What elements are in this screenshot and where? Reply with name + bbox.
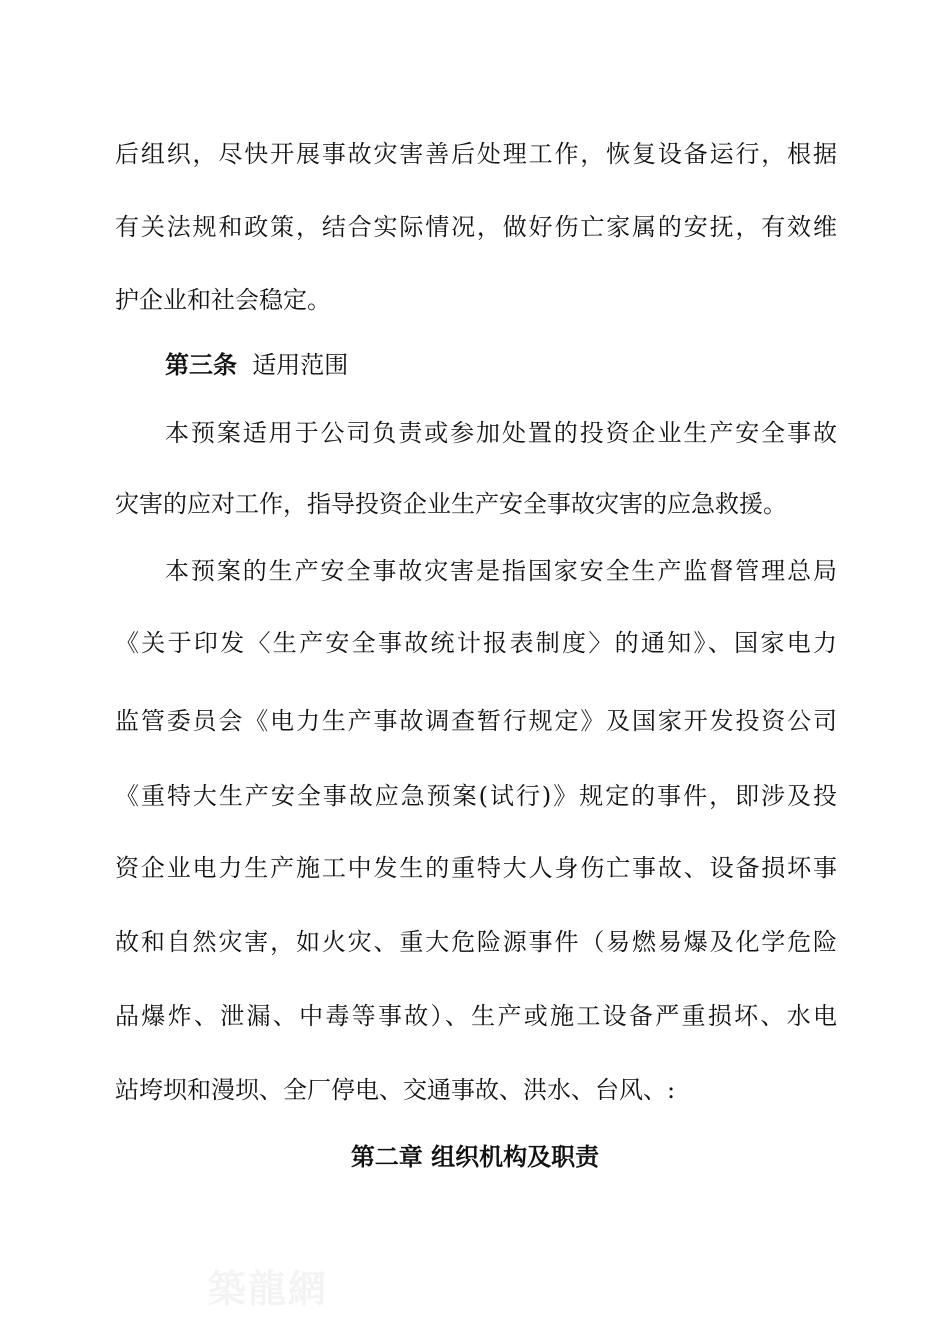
text-line: 监管委员会《电力生产事故调查暂行规定》及国家开发投资公司: [115, 707, 837, 735]
chapter-heading: 第二章 组织机构及职责: [350, 1143, 600, 1171]
text-line: 本预案适用于公司负责或参加处置的投资企业生产安全事故: [165, 419, 837, 447]
article-number: 第三条: [165, 351, 237, 379]
article-title: 适用范围: [252, 351, 349, 379]
text-line: 有关法规和政策，结合实际情况，做好伤亡家属的安抚，有效维: [115, 213, 837, 241]
text-line: 故和自然灾害，如火灾、重大危险源事件（易燃易爆及化学危险: [115, 928, 837, 956]
text-line: 本预案的生产安全事故灾害是指国家安全生产监督管理总局: [165, 557, 837, 585]
text-line: 品爆炸、泄漏、中毒等事故）、生产或施工设备严重损坏、水电: [115, 1002, 837, 1030]
article-heading: [165, 348, 837, 382]
text-line: 护企业和社会稳定。: [115, 286, 331, 314]
watermark-logo: 築龍網: [208, 1266, 329, 1311]
text-line: 《重特大生产安全事故应急预案(试行)》规定的事件，即涉及投: [115, 782, 837, 810]
text-line: 灾害的应对工作，指导投资企业生产安全事故灾害的应急救援。: [115, 490, 787, 518]
text-line: 《关于印发〈生产安全事故统计报表制度〉的通知》、国家电力: [115, 629, 837, 657]
text-line: 站垮坝和漫坝、全厂停电、交通事故、洪水、台风、:: [115, 1076, 676, 1104]
text-line: 资企业电力生产施工中发生的重特大人身伤亡事故、设备损坏事: [115, 854, 837, 882]
text-line: 后组织，尽快开展事故灾害善后处理工作，恢复设备运行，根据: [115, 140, 837, 168]
